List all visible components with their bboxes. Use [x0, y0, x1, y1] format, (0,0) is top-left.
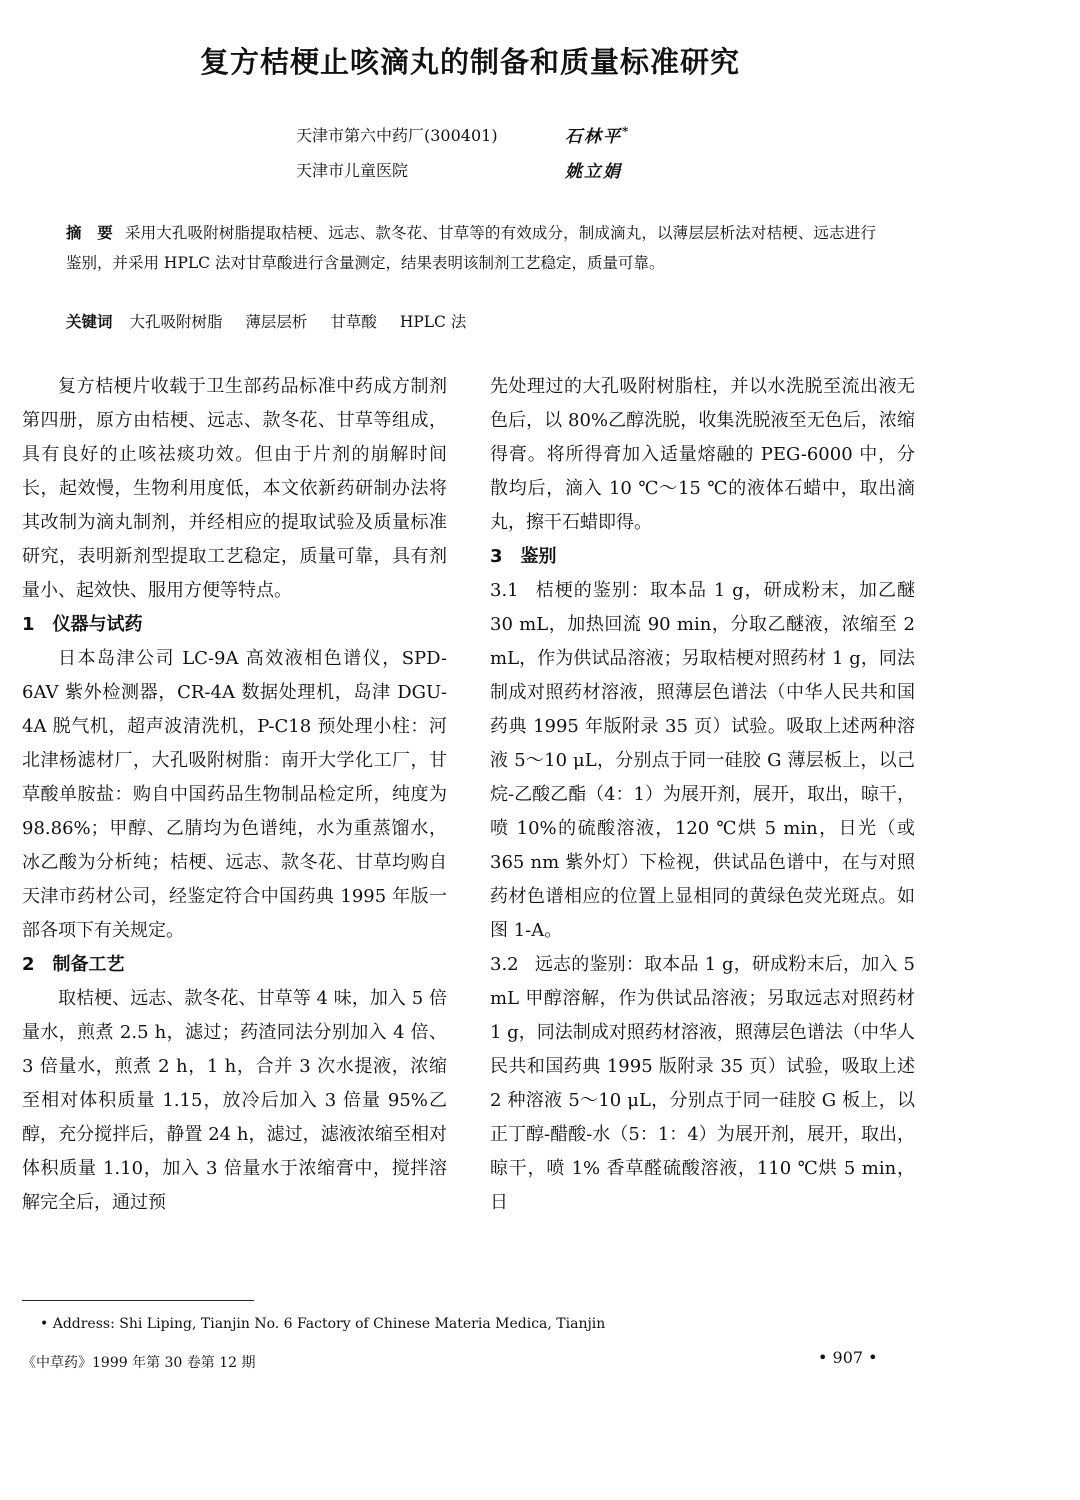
section-2-continued: 先处理过的大孔吸附树脂柱，并以水洗脱至流出液无色后，以 80%乙醇洗脱，收集洗脱液至无色后，浓缩得膏。将所得膏加入适量熔融的 PEG-6000 中，分散均后，滴入 10 ℃～15 ℃的液体石蜡中，取出滴丸，擦干石蜡即得。	[490, 376, 915, 533]
section-1-heading	[22, 608, 447, 642]
keyword: 甘草酸	[330, 313, 377, 331]
keyword: HPLC 法	[399, 313, 467, 331]
section-1-paragraph: 日本岛津公司 LC-9A 高效液相色谱仪，SPD-6AV 紫外检测器，CR-4A 数据处理机，岛津 DGU-4A 脱气机，超声波清洗机，P-C18 预处理小柱：河北津杨滤材厂，大孔吸附树脂：南开大学化工厂，甘草酸单胺盐：购自中国药品生物制品检定所，纯度为 98.86%；甲醇、乙腈均为色谱纯，水为重蒸馏水，冰乙酸为分析纯；桔梗、远志、款冬花、甘草均购自天津市药材公司，经鉴定符合中国药典 1995 年版一部各项下有关规定。	[22, 648, 447, 941]
subsection-number: 3.2	[490, 954, 519, 975]
abstract	[66, 218, 876, 278]
subsection-text: 远志的鉴别：取本品 1 g，研成粉末后，加入 5 mL 甲醇溶解，作为供试品溶液；另取远志对照药材 1 g，同法制成对照药材溶液，照薄层色谱法（中华人民共和国药典 1995 版附录 35 页）试验，吸取上述 2 种溶液 5～10 μL，分别点于同一硅胶 G 板上，以正丁醇-醋酸-水（5：1：4）为展开剂，展开，取出，晾干，喷 1% 香草醛硫酸溶液，110 ℃烘 5 min，日	[490, 954, 915, 1213]
subsection-3-1	[490, 574, 915, 948]
section-title: 鉴别	[520, 546, 557, 567]
section-number: 3	[490, 546, 503, 567]
left-column	[22, 370, 447, 1220]
corresponding-mark: *	[622, 124, 631, 139]
section-2-paragraph: 取桔梗、远志、款冬花、甘草等 4 味，加入 5 倍量水，煎煮 2.5 h，滤过；药渣同法分别加入 4 倍、3 倍量水，煎煮 2 h，1 h，合并 3 次水提液，浓缩至相对体积质量 1.15，放冷后加入 3 倍量 95%乙醇，充分搅拌后，静置 24 h，滤过，滤液浓缩至相对体积质量 1.10，加入 3 倍量水于浓缩膏中，搅拌溶解完全后，通过预	[22, 988, 447, 1213]
abstract-text: 采用大孔吸附树脂提取桔梗、远志、款冬花、甘草等的有效成分，制成滴丸，以薄层层析法对桔梗、远志进行鉴别，并采用 HPLC 法对甘草酸进行含量测定，结果表明该制剂工艺稳定，质量可靠。	[66, 224, 876, 272]
page-number: • 907 •	[818, 1348, 878, 1367]
subsection-number: 3.1	[490, 580, 519, 601]
keywords-label: 关键词	[66, 313, 113, 331]
section-title: 制备工艺	[52, 954, 125, 975]
intro-paragraph: 复方桔梗片收载于卫生部药品标准中药成方制剂第四册，原方由桔梗、远志、款冬花、甘草等组成，具有良好的止咳祛痰功效。但由于片剂的崩解时间长，起效慢，生物利用度低，本文依新药研制办法将其改制为滴丸制剂，并经相应的提取试验及质量标准研究，表明新剂型提取工艺稳定，质量可靠，具有剂量小、起效快、服用方便等特点。	[22, 376, 447, 601]
section-title: 仪器与试药	[52, 614, 143, 635]
section-number: 2	[22, 954, 35, 975]
footnote: • Address: Shi Liping, Tianjin No. 6 Factory of Chinese Materia Medica, Tianjin	[40, 1316, 606, 1332]
author-1	[565, 122, 630, 147]
affiliation-2: 天津市儿童医院	[296, 161, 409, 180]
author-2: 姚立娟	[565, 162, 622, 182]
subsection-3-2	[490, 948, 915, 1220]
section-3-heading	[490, 540, 915, 574]
abstract-label: 摘 要	[66, 224, 113, 242]
paper-title: 复方桔梗止咳滴丸的制备和质量标准研究	[199, 45, 740, 79]
author-1-name: 石林平	[565, 127, 622, 147]
section-2-heading	[22, 948, 447, 982]
keyword: 大孔吸附树脂	[129, 313, 223, 331]
journal-citation: 《中草药》1999 年第 30 卷第 12 期	[22, 1355, 256, 1371]
keywords	[66, 310, 484, 332]
keyword: 薄层层析	[245, 313, 308, 331]
right-column	[490, 370, 915, 1220]
affiliation-1: 天津市第六中药厂(300401)	[296, 126, 498, 145]
footnote-rule	[22, 1300, 254, 1301]
section-number: 1	[22, 614, 35, 635]
subsection-text: 桔梗的鉴别：取本品 1 g，研成粉末，加乙醚 30 mL，加热回流 90 min，分取乙醚液，浓缩至 2 mL，作为供试品溶液；另取桔梗对照药材 1 g，同法制成对照药材溶液，照薄层色谱法（中华人民共和国药典 1995 年版附录 35 页）试验。吸取上述两种溶液 5～10 μL，分别点于同一硅胶 G 薄层板上，以己烷-乙酸乙酯（4：1）为展开剂，展开，取出，晾干，喷 10%的硫酸溶液，120 ℃烘 5 min，日光（或 365 nm 紫外灯）下检视，供试品色谱中，在与对照药材色谱相应的位置上显相同的黄绿色荧光斑点。如图 1-A。	[490, 580, 915, 941]
